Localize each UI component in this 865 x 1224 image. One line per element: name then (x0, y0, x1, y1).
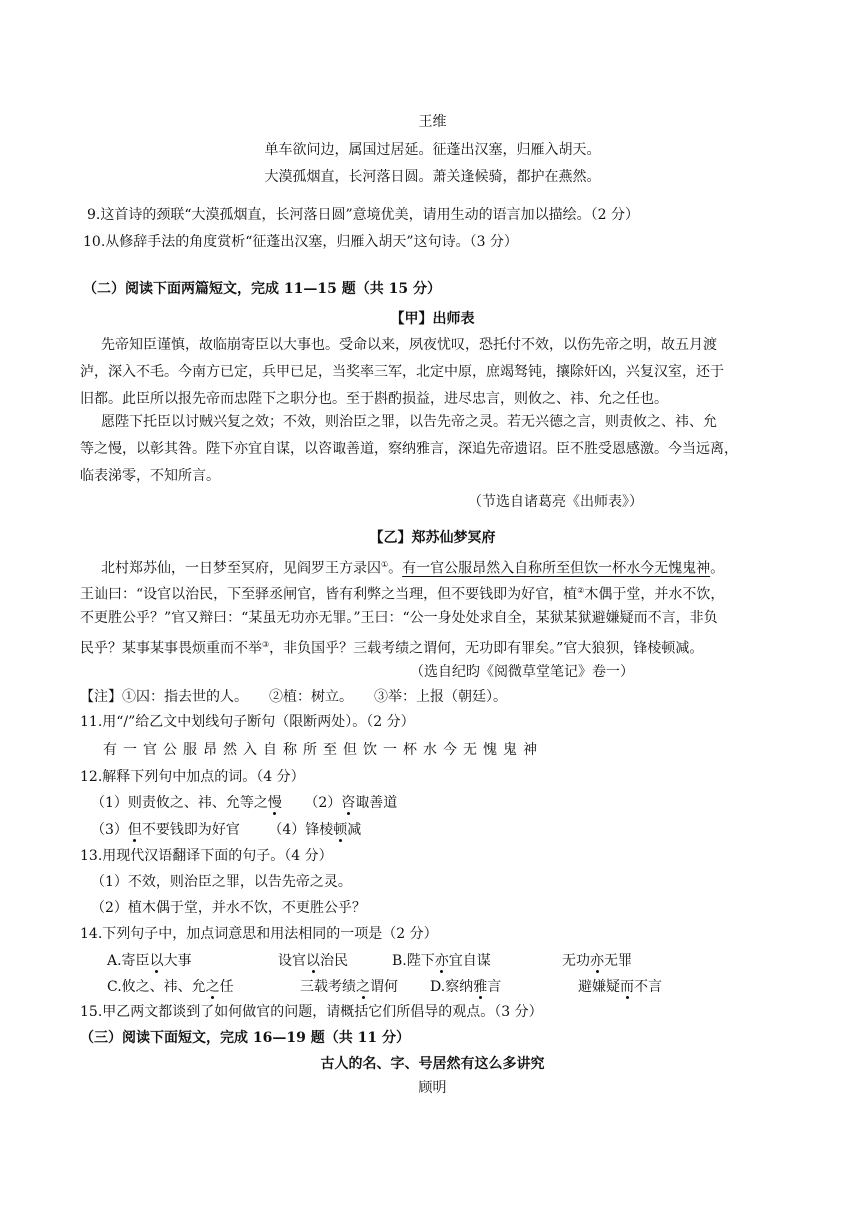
option-text: 设官 (278, 953, 306, 969)
question-9: 9.这首诗的颈联“大漠孤烟直，长河落日圆”意境优美，请用生动的语言加以描绘。（2 分） (87, 207, 640, 223)
dotted-word: 以 (306, 953, 320, 969)
dotted-word: 雅 (473, 979, 488, 995)
poem-author: 王维 (418, 114, 447, 130)
question-13: 13.用现代汉语翻译下面的句子。（4 分） (80, 848, 333, 864)
question-11: 11.用“/”给乙文中划线句子断句（限断两处）。（2 分） (80, 714, 415, 730)
item-text: 不要钱即为好官 (141, 822, 240, 838)
dotted-word: 而 (620, 979, 634, 995)
option-c-right (300, 977, 398, 997)
option-d-right (578, 977, 662, 997)
dotted-word: 顿 (333, 822, 348, 838)
option-b-right (562, 951, 632, 971)
dotted-word: 之 (205, 979, 220, 995)
option-text: 谓何 (370, 979, 398, 995)
option-text: B.陛下 (392, 953, 435, 969)
dotted-word: 之 (356, 979, 370, 995)
option-text: 治民 (320, 953, 348, 969)
passage-jia-text: 愿陛下托臣以讨贼兴复之效；不效，则治臣之罪，以告先帝之灵。若无兴德之言，则责攸之、祎、允 (101, 414, 717, 430)
option-text: 三载考绩 (300, 979, 356, 995)
passage-yi-line-3: 不更胜公乎？”官又辩曰：“某虽无功亦无罪。”王曰：“公一身处处求自全，某狱某狱避嫌疑而不言，非负 (80, 610, 718, 626)
poem-line-1: 单车欲问边，属国过居延。征蓬出汉塞，归雁入胡天。 (264, 142, 601, 158)
passage-jia-text: 临表涕零，不知所言。 (80, 468, 220, 484)
section-3-heading: （三）阅读下面短文，完成 16—19 题（共 11 分） (80, 1030, 410, 1046)
item-text: （3） (91, 822, 128, 838)
dotted-word: 以 (149, 953, 164, 969)
passage-yi-text: 王讪曰：“设官以治民，下至驿丞闸官，皆有利弊之当理，但不要钱即为好官，植 (80, 586, 578, 603)
passage-yi-line-2 (80, 581, 724, 605)
passage-yi-text: 北村郑苏仙，一日梦至冥府，见阎罗王方录囚 (101, 560, 381, 577)
passage-yi-text: ，非负国乎？三载考绩之谓何，无功即有罪矣。”官大狼狈，锋棱顿减。 (269, 640, 704, 657)
dotted-word: 咨 (341, 795, 356, 811)
item-text: （4）锋棱 (268, 822, 334, 838)
item-text: （2） (304, 795, 342, 811)
passage-yi-source: （选自纪昀《阅微草堂笔记》卷一） (410, 664, 634, 680)
passage-yi-text: 木偶于堂，并水不饮， (584, 586, 725, 603)
passage-yi-line-1 (101, 555, 724, 579)
option-text: A.寄臣 (107, 953, 150, 969)
option-text: 大事 (163, 953, 192, 969)
question-13-item-2: （2）植木偶于堂，并水不饮，不更胜公乎？ (91, 900, 366, 916)
footnote-marker: ② (577, 586, 585, 595)
option-text: 避嫌疑 (578, 979, 620, 995)
footnotes: 【注】①囚：指去世的人。 ②植：树立。 ③举：上报（朝廷）。 (80, 689, 507, 705)
option-a-left (107, 951, 192, 971)
option-text: 宜自谋 (448, 953, 491, 969)
option-a-right (278, 951, 348, 971)
question-11-sentence: 有一官公服昂然入自称所至但饮一杯水今无愧鬼神 (103, 742, 543, 758)
article-author: 顾明 (418, 1080, 447, 1096)
dotted-word: 慢 (267, 795, 282, 811)
question-12-row-2 (91, 820, 361, 840)
passage-yi-text: 。 (388, 560, 403, 577)
question-13-item-1: （1）不效，则治臣之罪，以告先帝之灵。 (91, 874, 352, 890)
option-text: 不言 (634, 979, 662, 995)
poem-line-2: 大漠孤烟直，长河落日圆。萧关逢候骑，都护在燕然。 (264, 169, 601, 185)
option-text: C.攸之、祎、允 (107, 979, 206, 995)
dotted-word: 亦 (590, 953, 604, 969)
passage-jia-source: （节选自诸葛亮《出师表》） (468, 494, 643, 510)
option-text: 无罪 (604, 953, 632, 969)
passage-jia-text: 等之慢，以彰其咎。陛下亦宜自谋，以咨诹善道，察纳雅言，深追先帝遗诏。臣不胜受恩感激。今当远离， (80, 441, 738, 457)
question-12: 12.解释下列句中加点的词。（4 分） (80, 769, 305, 785)
passage-yi-text: 。 (710, 560, 725, 577)
passage-jia-title: 【甲】出师表 (390, 311, 475, 327)
section-2-heading: （二）阅读下面两篇短文，完成 11—15 题（共 15 分） (83, 281, 441, 297)
question-10: 10.从修辞手法的角度赏析“征蓬出汉塞，归雁入胡天”这句诗。（3 分） (83, 234, 518, 250)
item-text: 诹善道 (355, 795, 398, 811)
passage-yi-line-4 (80, 635, 703, 659)
question-12-row-1 (91, 793, 397, 813)
item-text: （1）则责攸之、祎、允等之 (91, 795, 268, 811)
question-14: 14.下列句子中，加点词意思和用法相同的一项是（2 分） (80, 926, 438, 942)
option-text: 言 (487, 979, 502, 995)
option-text: D.察纳 (430, 979, 474, 995)
item-text: 减 (347, 822, 362, 838)
question-15: 15.甲乙两文都谈到了如何做官的问题，请概括它们所倡导的观点。（3 分） (80, 1004, 543, 1020)
option-d-left (430, 977, 501, 997)
article-title: 古人的名、字、号居然有这么多讲究 (320, 1056, 545, 1072)
dotted-word: 亦 (434, 953, 449, 969)
option-text: 无功 (562, 953, 590, 969)
passage-jia-text: 泸，深入不毛。今南方已定，兵甲已足，当奖率三军，北定中原，庶竭驽钝，攘除奸凶，兴复汉室，还于 (80, 364, 724, 380)
passage-jia-text: 旧都。此臣所以报先帝而忠陛下之职分也。至于斟酌损益，进尽忠言，则攸之、祎、允之任也。 (80, 391, 668, 407)
option-text: 任 (219, 979, 234, 995)
dotted-word: 但 (127, 822, 142, 838)
underlined-sentence: 有一官公服昂然入自称所至但饮一杯水今无愧鬼神 (402, 560, 711, 577)
passage-yi-title: 【乙】郑苏仙梦冥府 (369, 530, 496, 546)
passage-yi-text: 民乎？某事某事畏烦重而不举 (80, 640, 262, 657)
footnote-marker: ③ (262, 640, 270, 649)
passage-jia-text: 先帝知臣谨慎，故临崩寄臣以大事也。受命以来，夙夜忧叹，恐托付不效，以伤先帝之明，故五月渡 (101, 337, 717, 353)
option-c-left (107, 977, 234, 997)
option-b-left (392, 951, 491, 971)
footnote-marker: ① (381, 560, 389, 569)
